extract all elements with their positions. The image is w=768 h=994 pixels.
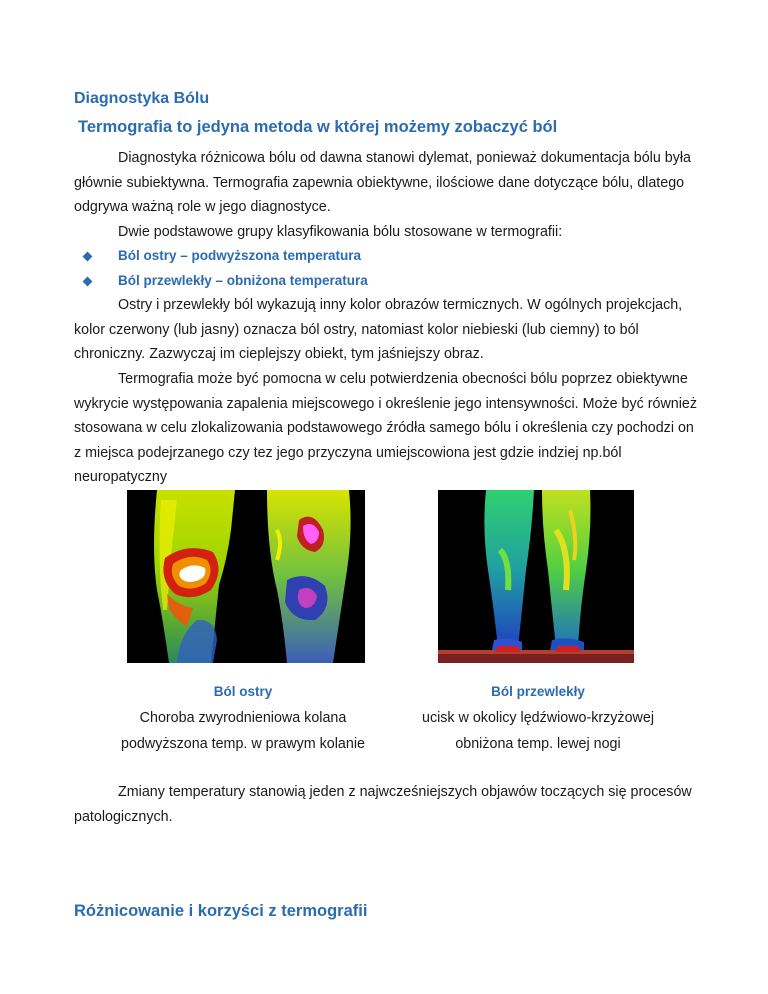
- left-figure-title: Ból ostry: [213, 684, 273, 699]
- right-figure-title: Ból przewlekły: [491, 684, 585, 699]
- list-item: [84, 244, 368, 269]
- paragraph-colors: Ostry i przewlekły ból wykazują inny kolor obrazów termicznych. W ogólnych projekcjach, kolor czerwony (lub jasny) oznacza ból ostry, natomiast kolor niebieski (lub ciemny) to ból chroniczny. Zazwyczaj im cieplejszy obiekt, tym jaśniejszy obraz.: [74, 297, 683, 362]
- paragraph-intro: Diagnostyka różnicowa bólu od dawna stanowi dylemat, ponieważ dokumentacja bólu była głównie subiektywna. Termografia zapewnia obiektywne, ilościowe dane dotyczące bólu, dlatego odgrywa ważną role w jego diagnostyce.: [74, 150, 692, 215]
- list-item: [84, 269, 368, 294]
- paragraph-usage: Termografia może być pomocna w celu potwierdzenia obecności bólu poprzez obiektywne wykrycie występowania zapalenia miejscowego i określenie jego intensywności. Może być również stosowana w celu zlokalizowania podstawowego źródła samego bólu i określenia czy pochodzi on z miejsca podejrzanego czy tez jego przyczyna umiejscowiona jest gdzie indziej np.ból neuropatyczny: [74, 371, 697, 485]
- list-item-text: Ból przewlekły – obniżona temperatura: [118, 272, 368, 288]
- section-subheading: Termografia to jedyna metoda w której możemy zobaczyć ból: [78, 118, 558, 136]
- thermogram-knees-image: [127, 490, 365, 663]
- list-item-text: Ból ostry – podwyższona temperatura: [118, 248, 362, 263]
- diamond-bullet-icon: [83, 252, 93, 262]
- left-figure-caption-line2: podwyższona temp. w prawym kolanie: [121, 736, 365, 752]
- left-figure-caption-line1: Choroba zwyrodnieniowa kolana: [139, 710, 347, 726]
- diamond-bullet-icon: [83, 276, 93, 286]
- right-figure-caption-line2: obniżona temp. lewej nogi: [455, 736, 621, 752]
- paragraph-groups: Dwie podstawowe grupy klasyfikowania bólu stosowane w termografii:: [118, 224, 563, 240]
- right-figure-caption-line1: ucisk w okolicy lędźwiowo-krzyżowej: [422, 710, 654, 726]
- section-heading-differentiation: Różnicowanie i korzyści z termografii: [74, 902, 368, 920]
- pain-type-list: [84, 244, 368, 293]
- thermogram-legs-image: [438, 490, 634, 663]
- section-heading: Diagnostyka Bólu: [74, 90, 210, 107]
- paragraph-temperature-changes: Zmiany temperatury stanowią jeden z najwcześniejszych objawów toczących się procesów patologicznych.: [74, 784, 692, 825]
